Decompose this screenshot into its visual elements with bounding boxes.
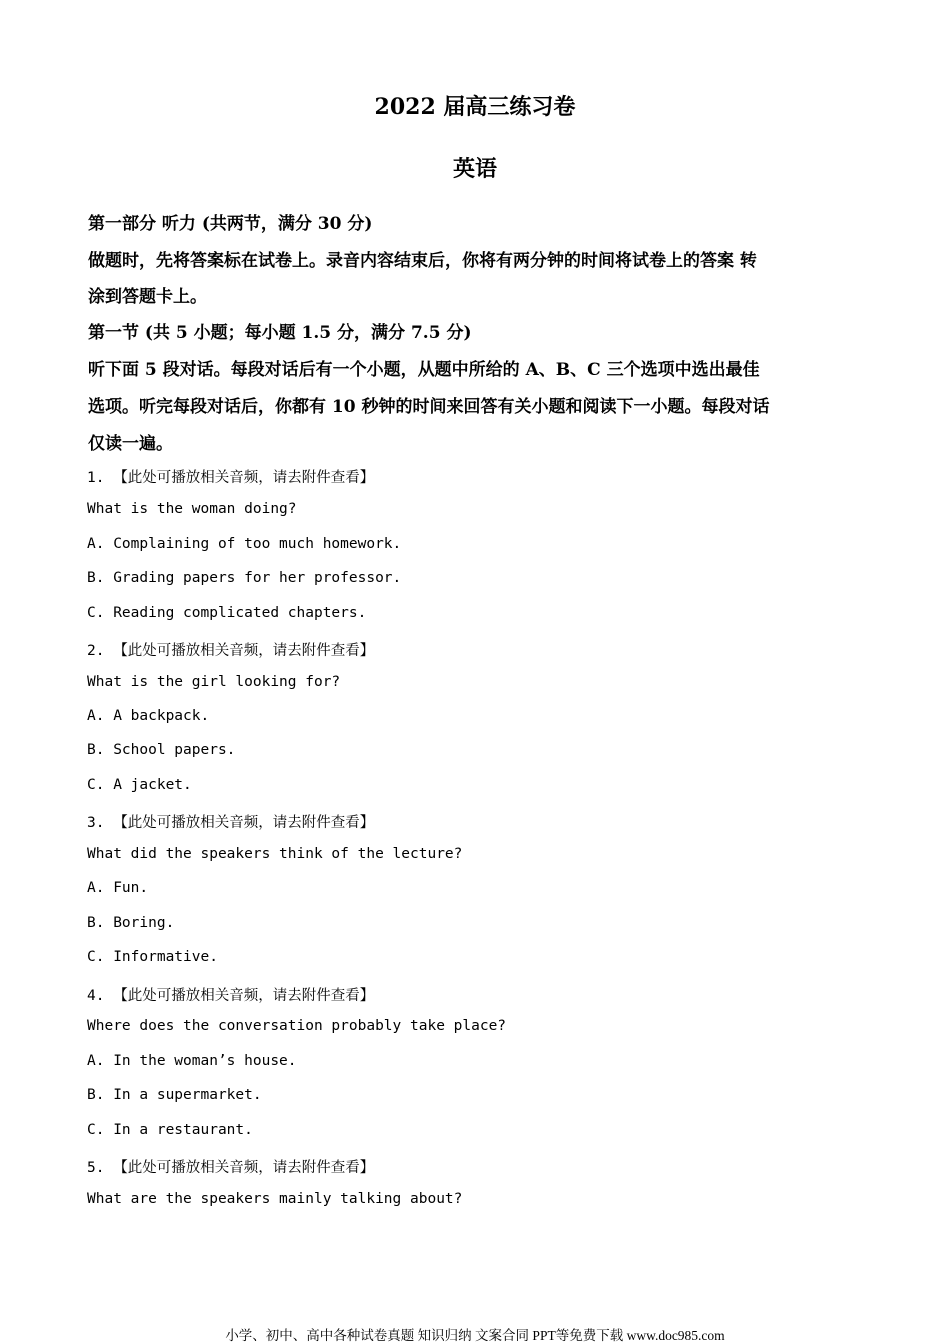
question-2-number: 2. 【此处可播放相关音频，请去附件查看】 [87, 643, 375, 659]
question-4-option-c: C. In a restaurant. [87, 1122, 253, 1138]
section-heading: 第一节 (共 5 小题；每小题 1.5 分，满分 7.5 分) [88, 323, 472, 343]
question-2-option-b: B. School papers. [87, 742, 236, 758]
question-1-option-c: C. Reading complicated chapters. [87, 605, 367, 621]
question-3-number: 3. 【此处可播放相关音频，请去附件查看】 [87, 815, 375, 831]
question-2-option-a: A. A backpack. [87, 708, 210, 724]
question-4-stem: Where does the conversation probably take place? [87, 1018, 507, 1034]
part-heading: 第一部分 听力 (共两节，满分 30 分) [88, 214, 373, 234]
page-title: 2022 届高三练习卷 [374, 94, 576, 120]
question-3-option-a: A. Fun. [87, 880, 149, 896]
intro-line-2: 涂到答题卡上。 [88, 287, 207, 307]
subject-title: 英语 [452, 156, 497, 182]
section-line-2: 选项。听完每段对话后，你都有 10 秒钟的时间来回答有关小题和阅读下一小题。每段对话 [88, 397, 770, 417]
intro-line-1: 做题时，先将答案标在试卷上。录音内容结束后，你将有两分钟的时间将试卷上的答案 转 [88, 251, 757, 271]
question-1-option-a: A. Complaining of too much homework. [87, 536, 402, 552]
question-2-option-c: C. A jacket. [87, 777, 192, 793]
question-4-option-b: B. In a supermarket. [87, 1087, 262, 1103]
page-footer: 小学、初中、高中各种试卷真题 知识归纳 文案合同 PPT等免费下载 www.doc985.com [225, 1328, 725, 1343]
question-2-stem: What is the girl looking for? [87, 674, 341, 690]
question-5-stem: What are the speakers mainly talking about? [87, 1191, 463, 1207]
question-5-number: 5. 【此处可播放相关音频，请去附件查看】 [87, 1160, 375, 1176]
question-4-number: 4. 【此处可播放相关音频，请去附件查看】 [87, 988, 375, 1004]
question-1-option-b: B. Grading papers for her professor. [87, 570, 402, 586]
question-1-stem: What is the woman doing? [87, 501, 297, 517]
question-3-option-c: C. Informative. [87, 949, 218, 965]
section-line-1: 听下面 5 段对话。每段对话后有一个小题，从题中所给的 A、B、C 三个选项中选出最佳 [88, 360, 760, 380]
question-1-number: 1. 【此处可播放相关音频，请去附件查看】 [87, 470, 375, 486]
question-4-option-a: A. In the woman’s house. [87, 1053, 297, 1069]
question-3-option-b: B. Boring. [87, 915, 175, 931]
question-3-stem: What did the speakers think of the lecture? [87, 846, 463, 862]
section-line-3: 仅读一遍。 [88, 434, 173, 454]
